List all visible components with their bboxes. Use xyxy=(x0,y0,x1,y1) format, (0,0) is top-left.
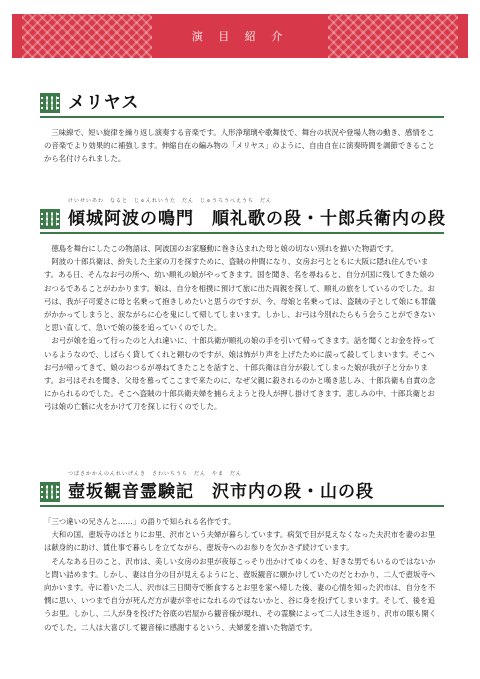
section-title: 壺坂観音霊験記 沢市内の段・山の段 xyxy=(68,482,374,502)
section-title: メリヤス xyxy=(68,93,140,113)
section-title: 傾城阿波の鳴門 順礼歌の段・十郎兵衛内の段 xyxy=(68,209,446,229)
title-with-ruby xyxy=(68,470,374,502)
program-banner xyxy=(12,14,468,58)
section-body xyxy=(40,515,444,634)
paragraph: 三味線で、短い旋律を繰り返し演奏する音楽です。人形浄瑠璃や歌舞伎で、舞台の状況や登場人物の動き、感情をこの音楽でより効果的に補強します。伸縮自在の編み物の「メリヤス」のように、自由自在に演奏時間を調節できることから名付けられました。 xyxy=(44,128,435,164)
square-pattern-icon xyxy=(40,93,60,113)
paragraph: 徳島を舞台にしたこの物語は、阿波国のお家騒動に巻き込まれた母と娘の切ない別れを描いた物語です。 xyxy=(51,244,399,253)
section-keisei-awa-no-naruto xyxy=(40,197,444,414)
section-heading xyxy=(40,197,444,234)
paragraph: そんなある日のこと、沢市は、美しい女房のお里が夜毎こっそり出かけてゆくのを、好きな男でもいるのではないかと問い詰めます。しかし、妻は自分の目が見えるようにと、壺坂観音に願かけしていたのだとわかり、二人で壺坂寺へ向かいます。寺に着いた二人、沢市は三日間寺で断食するとお里を家へ帰した後、妻の心情を知った沢市は、自分を不憫に思い、いつまで自分が死んだ方が妻が幸せになれるのではないかと、谷に身を投げてしまいます。そして、後を追うお里。しかし、二人が身を投げた谷底の岩屋から観音様が現れ、その霊験によって二人は生き返り、沢市の眼も開くのでした。二人は大喜びして観音様に感謝するという、夫婦愛を描いた物語です。 xyxy=(44,556,437,632)
section-tsubosaka xyxy=(40,470,444,634)
square-pattern-icon xyxy=(40,482,60,502)
paragraph: 大和の国、壺坂寺のほとりにお里、沢市という夫婦が暮らしています。病気で目が見えなくなった夫沢市を妻のお里は献身的に助け、賃仕事で暮らしを立てながら、壺坂寺へのお参りを欠かさず続けています。 xyxy=(44,530,436,553)
section-body xyxy=(40,242,444,414)
banner-title: 演 目 紹 介 xyxy=(182,28,299,44)
title-ruby: つぼさかかんのんれいげんき さわいちうち だん やま だん xyxy=(68,471,243,477)
section-meriyasu xyxy=(40,88,444,166)
section-body xyxy=(40,126,444,166)
title-ruby: けいせいあわ なると じゅんれいうた だん じゅうろうべえうち だん xyxy=(68,198,273,204)
paragraph: お弓が娘を追って行ったのと入れ違いに、十郎兵衛が順礼の娘の手を引いて帰ってきます。話を聞くとお金を持っているようなので、しばらく貸してくれと頼むのですが、娘は怖がり声を上げたために誤って殺してしまいます。そこへお弓が帰ってきて、娘のおつるが尋ねてきたことを話すと、十郎兵衛は自分が殺してしまった娘が我が子と分かります。お弓はそれを聞き、父母を慕ってここまで来たのに、なぜ父親に殺されるのかと嘆き悲しみ、十郎兵衛も自責の念にかられるのでした。そこへ盗賊の十郎兵衛夫婦を捕らえようと役人が押し掛けてきます。悲しみの中、十郎兵衛とお弓は娘の亡骸に火をかけて刀を探しに行くのでした。 xyxy=(44,336,436,412)
title-with-ruby xyxy=(68,197,446,229)
section-heading xyxy=(40,470,444,507)
paragraph: 「三つ違いの兄さんと……」の語りで知られる名作です。 xyxy=(44,517,236,526)
section-heading xyxy=(40,88,444,118)
paragraph: 阿波の十郎兵衛は、紛失した主家の刀を探すために、盗賊の仲間になり、女房お弓とともに大阪に隠れ住んでいます。ある日、そんなお弓の所へ、幼い順礼の娘がやってきます。国を聞き、名を尋ねると、自分が国に残してきた娘のおつるであることがわかります。娘は、自分を相撲に預けて旅に出た両親を探して、順礼の旅をしているのでした。お弓は、我が子可愛さに母と名乗って抱きしめたいと思うのですが、今、母娘と名乗っては、盗賊の子として娘にも罪儀がかかってしまうと、涙ながらに心を鬼にして帰してしまいます。しかし、お弓は今別れたらもう会うことができないと思い直して、急いで娘の後を追っていくのでした。 xyxy=(44,257,436,333)
square-pattern-icon xyxy=(40,209,60,229)
